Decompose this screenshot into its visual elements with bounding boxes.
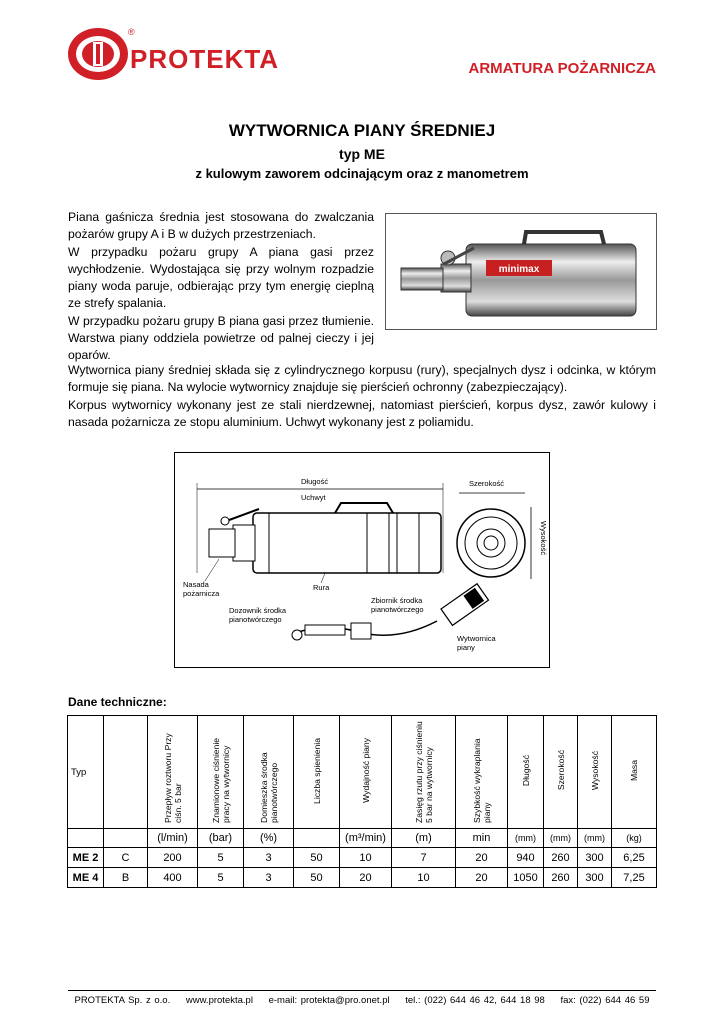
cell: 5 <box>198 848 244 868</box>
footer-email[interactable]: e-mail: protekta@pro.onet.pl <box>268 995 390 1006</box>
cell: ME 2 <box>68 848 104 868</box>
cell: 940 <box>508 848 544 868</box>
cell: 20 <box>456 848 508 868</box>
header-cell: Szerokość <box>544 716 578 829</box>
unit-cell: min <box>456 829 508 848</box>
body-paragraph: Wytwornica piany średniej składa się z cylindrycznego korpusu (rury), specjalnych dysz i odcinka, w którym formuje się piana. Na wylocie wytwornicy znajduje się pierścień ochronny (zabezpieczający). <box>68 363 656 395</box>
header-cell: Typ <box>68 716 104 829</box>
footer-divider <box>68 990 656 991</box>
unit-cell: (bar) <box>198 829 244 848</box>
label-pipe: Rura <box>313 583 330 592</box>
label-tank-1: Zbiornik środka <box>371 596 423 605</box>
page-title: WYTWORNICA PIANY ŚREDNIEJ <box>228 121 496 140</box>
unit-cell: (kg) <box>612 829 657 848</box>
page-subtitle: typ ME <box>339 146 385 162</box>
header-cell <box>104 716 148 829</box>
label-generator-1: Wytwornica <box>457 634 496 643</box>
intro-paragraph: W przypadku pożaru grupy B piana gasi przez tłumienie. Warstwa piany oddziela powietrze od palnej cieczy i jej oparów. <box>68 313 374 363</box>
label-generator-2: piany <box>457 643 475 652</box>
page-description: z kulowym zaworem odcinającym oraz z manometrem <box>195 166 529 181</box>
label-coupling-1: Nasada <box>183 580 209 589</box>
cell: 10 <box>340 848 392 868</box>
label-coupling-2: pożarnicza <box>183 589 220 598</box>
cell: 7 <box>392 848 456 868</box>
intro-text <box>68 209 374 365</box>
label-tank-2: pianotwórczego <box>371 605 424 614</box>
label-dispenser-1: Dozownik środka <box>229 606 287 615</box>
header-cell: Domieszka środka pianotwórczego <box>244 716 294 829</box>
label-height: Wysokość <box>539 521 548 556</box>
unit-cell <box>68 829 104 848</box>
unit-cell: (mm) <box>544 829 578 848</box>
cell: B <box>104 868 148 888</box>
unit-cell: (m) <box>392 829 456 848</box>
footer-company: PROTEKTA Sp. z o.o. <box>74 995 171 1006</box>
cell: 400 <box>148 868 198 888</box>
unit-cell <box>294 829 340 848</box>
header-cell: Wydajność piany <box>340 716 392 829</box>
cell: 1050 <box>508 868 544 888</box>
label-width: Szerokość <box>469 479 505 488</box>
footer-phone: tel.: (022) 644 46 42, 644 18 98 <box>405 995 545 1006</box>
registered-mark: ® <box>128 27 135 37</box>
label-handle: Uchwyt <box>301 493 326 502</box>
tech-data-label: Dane techniczne: <box>68 695 167 709</box>
cell: 10 <box>392 868 456 888</box>
cell: 20 <box>340 868 392 888</box>
unit-cell: (mm) <box>508 829 544 848</box>
unit-cell <box>104 829 148 848</box>
header-cell: Masa <box>612 716 657 829</box>
footer-fax: fax: (022) 644 46 59 <box>560 995 650 1006</box>
table-row <box>68 848 657 868</box>
header-cell: Długość <box>508 716 544 829</box>
cell: 300 <box>578 848 612 868</box>
unit-cell: (mm) <box>578 829 612 848</box>
intro-paragraph: W przypadku pożaru grupy A piana gasi przez wychłodzenie. Wydostająca się przy wolnym rozpadzie piany woda paruje, odbierając przy tym energię cieplną ze strefy spalania. <box>68 244 374 311</box>
cell: 7,25 <box>612 868 657 888</box>
cell: 3 <box>244 848 294 868</box>
unit-cell: (m³/min) <box>340 829 392 848</box>
unit-cell: (%) <box>244 829 294 848</box>
cell: 50 <box>294 868 340 888</box>
body-paragraph: Korpus wytwornicy wykonany jest ze stali nierdzewnej, natomiast pierścień, korpus dysz, zawór kulowy i nasada pożarnicza ze stopu aluminium. Uchwyt wykonany jest z poliamidu. <box>68 397 656 429</box>
cell: 260 <box>544 848 578 868</box>
photo-label: minimax <box>498 264 540 275</box>
table-row <box>68 868 657 888</box>
cell: C <box>104 848 148 868</box>
cell: 50 <box>294 848 340 868</box>
footer <box>0 995 724 1006</box>
technical-diagram <box>174 452 550 668</box>
category-heading: ARMATURA POŻARNICZA <box>468 60 656 77</box>
footer-website[interactable]: www.protekta.pl <box>185 995 253 1006</box>
cell: 260 <box>544 868 578 888</box>
cell: ME 4 <box>68 868 104 888</box>
header-cell: Zasięg rzutu przy ciśnieniu 5 bar na wytwornicy <box>392 716 456 829</box>
brand-name: PROTEKTA <box>130 44 280 74</box>
label-dispenser-2: pianotwórczego <box>229 615 282 624</box>
header-cell: Liczba spienienia <box>294 716 340 829</box>
cell: 300 <box>578 868 612 888</box>
cell: 6,25 <box>612 848 657 868</box>
table-units-row <box>68 829 657 848</box>
header-cell: Wysokość <box>578 716 612 829</box>
header-cell: Szybkość wykraplania piany <box>456 716 508 829</box>
header-cell: Przepływ roztworu Przy ciśn. 5 bar <box>148 716 198 829</box>
body-text <box>68 362 656 431</box>
tech-data-table <box>67 715 657 888</box>
cell: 3 <box>244 868 294 888</box>
unit-cell: (l/min) <box>148 829 198 848</box>
header-cell: Znamionowe ciśnienie pracy na wytwornicy <box>198 716 244 829</box>
table-header-row <box>68 716 657 829</box>
cell: 5 <box>198 868 244 888</box>
cell: 200 <box>148 848 198 868</box>
intro-paragraph: Piana gaśnicza średnia jest stosowana do zwalczania pożarów grupy A i B w dużych przestrzeniach. <box>68 210 374 242</box>
cell: 20 <box>456 868 508 888</box>
product-photo <box>385 213 657 330</box>
label-length: Długość <box>301 477 329 486</box>
